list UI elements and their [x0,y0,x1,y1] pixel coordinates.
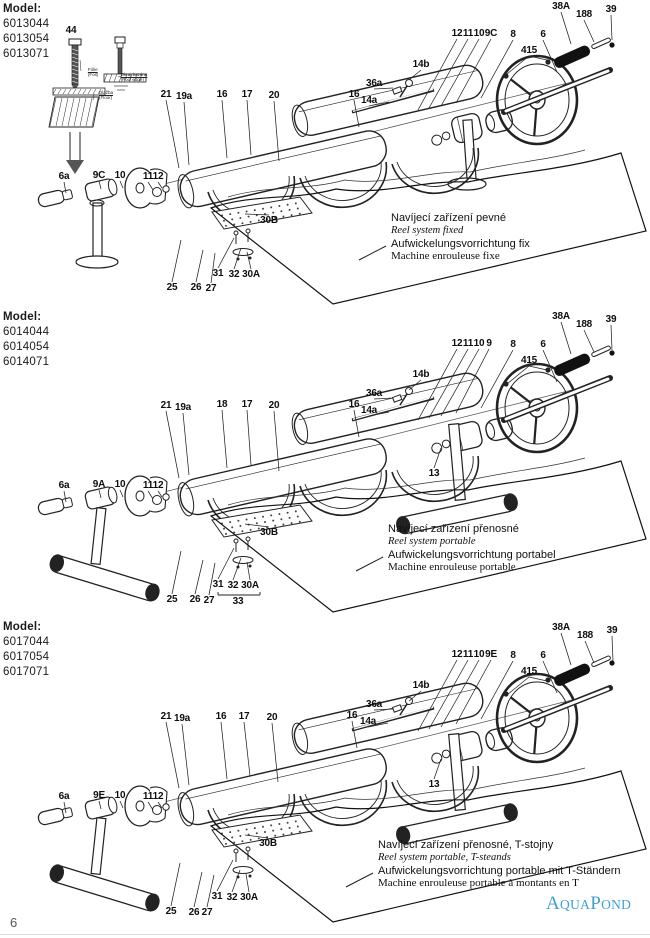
part-label-12: 12 [152,171,164,182]
part-label-36a: 36a [365,388,383,399]
part-label-12: 12 [451,649,463,660]
part-label-39: 39 [605,314,617,325]
model-number: 6013044 [3,17,50,30]
model-number: 6013071 [3,47,50,60]
page-number: 6 [10,915,18,930]
caption-fr: Machine enrouleuse portable [388,561,516,574]
caption-en: Reel system fixed [391,224,464,236]
part-label-188: 188 [575,319,593,330]
caption-en: Reel system portable [388,535,476,547]
brand-logo [546,894,631,913]
caption-box [391,212,530,263]
part-label-6a: 6a [58,171,70,182]
part-label-36a: 36a [365,699,383,710]
part-label-16: 16 [215,711,227,722]
part-label-17: 17 [241,89,253,100]
part-label-13: 13 [428,468,440,479]
part-label-32: 32 [228,269,240,280]
part-label-11: 11 [142,791,154,802]
part-label-38A: 38A [552,1,570,12]
part-label-11: 11 [462,28,474,39]
part-label-25: 25 [165,906,177,917]
part-label-39: 39 [606,625,618,636]
model-number: 6013054 [3,32,50,45]
part-label-21: 21 [160,89,172,100]
detail-label: Okraj bazénu (Pool edge) [120,72,148,83]
part-label-19a: 19a [175,91,193,102]
part-label-188: 188 [575,9,593,20]
part-label-25: 25 [166,282,178,293]
part-label-10: 10 [114,790,126,801]
part-label-6: 6 [540,650,546,661]
part-label-11: 11 [142,480,154,491]
part-label-14b: 14b [412,59,430,70]
part-label-6a: 6a [58,791,70,802]
caption-en: Reel system portable, T-steands [378,851,511,863]
caption-de: Aufwickelungsvorrichtung portabel [388,548,556,561]
part-label-10: 10 [473,28,485,39]
part-label-20: 20 [268,400,280,411]
part-label-12: 12 [451,338,463,349]
part-label-16: 16 [216,89,228,100]
part-label-17: 17 [241,399,253,410]
part-label-9E: 9E [485,649,497,660]
part-label-27: 27 [201,907,213,918]
model-number: 6014044 [3,325,50,338]
part-label-9A: 9A [92,479,106,490]
part-label-27: 27 [205,283,217,294]
part-label-32: 32 [226,892,238,903]
part-label-39: 39 [605,4,617,15]
part-label-16: 16 [346,710,358,721]
part-label-31: 31 [212,268,224,279]
reel-section-portable [0,308,650,616]
part-label-30A: 30A [241,580,259,591]
part-label-12: 12 [451,28,463,39]
part-label-10: 10 [114,170,126,181]
caption-de: Aufwickelungsvorrichtung fix [391,237,530,250]
part-label-17: 17 [238,711,250,722]
part-label-11: 11 [462,338,474,349]
part-label-8: 8 [510,29,516,40]
part-label-44: 44 [65,25,77,36]
model-number: 6017071 [3,665,50,678]
part-label-31: 31 [211,891,223,902]
caption-cs: Navíjecí zařízení pevné [391,212,506,224]
reel-section-portable-t [0,618,650,926]
part-label-20: 20 [266,712,278,723]
part-label-14a: 14a [360,95,378,106]
part-label-188: 188 [576,630,594,641]
part-label-10: 10 [473,338,485,349]
caption-cs: Navíjecí zařízení přenosné, T-stojny [378,839,554,851]
brand-logo-part: A [546,893,561,914]
part-label-33: 33 [232,596,244,607]
part-label-21: 21 [160,711,172,722]
part-label-6: 6 [540,339,546,350]
brand-logo-part: OND [601,897,632,912]
part-label-6: 6 [540,29,546,40]
part-label-14b: 14b [412,369,430,380]
part-label-30A: 30A [242,269,260,280]
part-label-9: 9 [486,338,492,349]
part-label-415: 415 [520,45,538,56]
part-label-26: 26 [189,594,201,605]
part-label-26: 26 [190,282,202,293]
part-label-11: 11 [142,171,154,182]
part-label-31: 31 [212,579,224,590]
part-label-16: 16 [348,89,360,100]
part-label-9C: 9C [92,170,106,181]
part-label-13: 13 [428,779,440,790]
part-label-10: 10 [114,479,126,490]
reel-section-fixed [0,0,650,308]
model-number: 6014054 [3,340,50,353]
part-label-27: 27 [203,595,215,606]
caption-box [388,523,556,574]
brand-logo-part: P [590,893,602,914]
model-header: Model: [3,621,42,633]
part-label-30B: 30B [259,838,277,849]
part-label-9E: 9E [93,790,105,801]
caption-fr: Machine enrouleuse fixe [391,250,500,263]
part-label-14b: 14b [412,680,430,691]
part-label-32: 32 [227,580,239,591]
part-label-30A: 30A [240,892,258,903]
detail-label: Dlažba (Floor) [98,90,114,101]
part-label-6a: 6a [58,480,70,491]
part-label-16: 16 [348,399,360,410]
part-label-14a: 14a [360,405,378,416]
part-label-38A: 38A [552,622,570,633]
caption-fr: Machine enrouleuse portable à montants en T [378,877,579,890]
part-label-20: 20 [268,90,280,101]
part-label-30B: 30B [260,215,278,226]
part-label-18: 18 [216,399,228,410]
part-label-415: 415 [520,355,538,366]
part-label-9C: 9C [484,28,498,39]
part-label-19a: 19a [174,402,192,413]
model-header: Model: [3,3,42,15]
part-label-14a: 14a [359,716,377,727]
part-label-10: 10 [473,649,485,660]
part-label-11: 11 [462,649,474,660]
part-label-25: 25 [166,594,178,605]
brand-logo-part: QUA [560,897,591,912]
caption-box [378,839,621,890]
part-label-30B: 30B [260,527,278,538]
part-label-8: 8 [510,650,516,661]
part-label-26: 26 [188,907,200,918]
model-number: 6017044 [3,635,50,648]
part-label-36a: 36a [365,78,383,89]
caption-cs: Navíjecí zařízení přenosné [388,523,519,535]
part-label-21: 21 [160,400,172,411]
part-label-8: 8 [510,339,516,350]
detail-label: Fólie (Foil) [87,67,99,78]
part-labels [0,0,650,308]
part-label-19a: 19a [173,713,191,724]
caption-de: Aufwickelungsvorrichtung portable mit T-Ständern [378,864,621,877]
part-label-38A: 38A [552,311,570,322]
page-bottom-rule [0,934,650,935]
model-number: 6014071 [3,355,50,368]
part-label-415: 415 [520,666,538,677]
part-label-12: 12 [152,791,164,802]
model-number: 6017054 [3,650,50,663]
model-header: Model: [3,311,42,323]
part-label-12: 12 [152,480,164,491]
